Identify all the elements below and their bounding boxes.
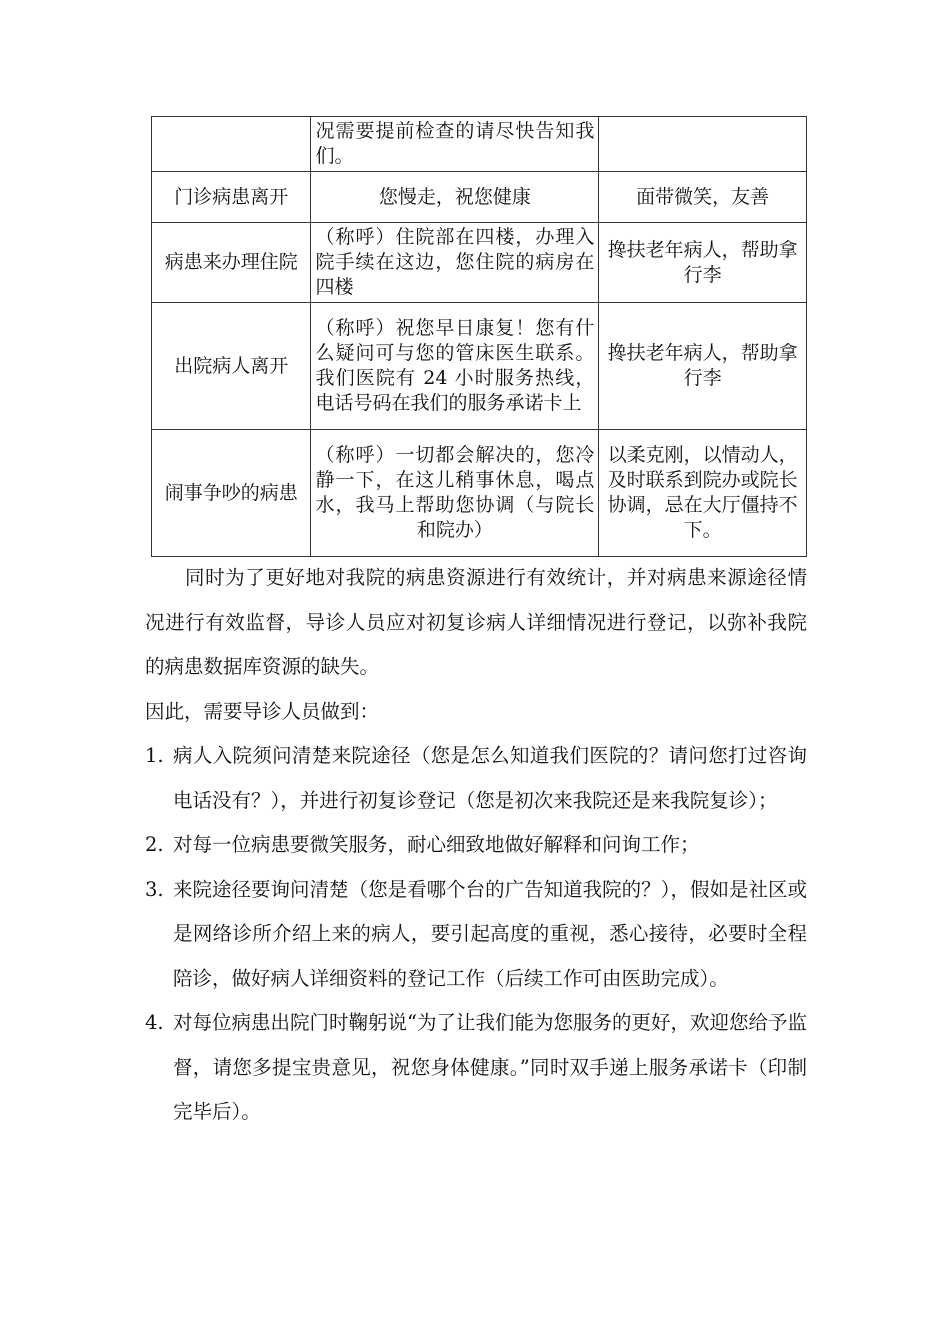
list-item-text: 来院途径要询问清楚（您是看哪个台的广告知道我院的？），假如是社区或是网络诊所介绍上来的病人，要引起高度的重视，悉心接待，必要时全程陪诊，做好病人详细资料的登记工作（后续工作可由医助完成）。 <box>173 877 807 990</box>
table-row <box>152 172 807 223</box>
speech-cell: 您慢走，祝您健康 <box>311 172 599 223</box>
list-number: 3. <box>145 877 164 901</box>
scene-cell <box>152 117 311 172</box>
table-row <box>152 117 807 172</box>
body-text <box>145 556 807 1135</box>
list-item-text: 对每一位病患要微笑服务，耐心细致地做好解释和问询工作； <box>173 833 700 856</box>
table-row <box>152 223 807 303</box>
list-item-text: 病人入院须问清楚来院途径（您是怎么知道我们医院的？请问您打过咨询电话没有？），并进行初复诊登记（您是初次来我院还是来我院复诊）； <box>173 744 807 812</box>
list-item-text: 对每位病患出院门时鞠躬说“为了让我们能为您服务的更好，欢迎您给予监督，请您多提宝贵意见，祝您身体健康。”同时双手递上服务承诺卡（印制完毕后）。 <box>173 1011 807 1123</box>
speech-cell: （称呼）祝您早日康复！您有什么疑问可与您的管床医生联系。我们医院有 24 小时服务热线，电话号码在我们的服务承诺卡上 <box>311 303 599 430</box>
speech-cell: （称呼）一切都会解决的，您冷静一下，在这儿稍事休息，喝点水，我马上帮助您协调（与院长和院办） <box>311 430 599 557</box>
action-cell: 搀扶老年病人，帮助拿行李 <box>599 303 807 430</box>
action-cell: 搀扶老年病人，帮助拿行李 <box>599 223 807 303</box>
list-item <box>145 1001 807 1135</box>
scene-cell: 出院病人离开 <box>152 303 311 430</box>
service-etiquette-table <box>151 116 807 557</box>
lead-paragraph: 因此，需要导诊人员做到： <box>145 699 380 723</box>
list-item <box>145 868 807 1002</box>
table-row <box>152 430 807 557</box>
intro-paragraph: 同时为了更好地对我院的病患资源进行有效统计，并对病患来源途径情况进行有效监督，导诊人员应对初复诊病人详细情况进行登记，以弥补我院的病患数据库资源的缺失。 <box>145 566 807 678</box>
requirements-list <box>145 734 807 1135</box>
list-number: 1. <box>145 744 164 767</box>
action-cell <box>599 117 807 172</box>
list-item <box>145 734 807 823</box>
scene-cell: 闹事争吵的病患 <box>152 430 311 557</box>
action-cell: 以柔克刚，以情动人，及时联系到院办或院长协调，忌在大厅僵持不下。 <box>599 430 807 557</box>
speech-cell: （称呼）住院部在四楼，办理入院手续在这边，您住院的病房在四楼 <box>311 223 599 303</box>
list-item <box>145 823 807 868</box>
speech-cell: 况需要提前检查的请尽快告知我们。 <box>311 117 599 172</box>
action-cell: 面带微笑，友善 <box>599 172 807 223</box>
table-row <box>152 303 807 430</box>
scene-cell: 门诊病患离开 <box>152 172 311 223</box>
scene-cell: 病患来办理住院 <box>152 223 311 303</box>
list-number: 4. <box>145 1011 164 1034</box>
list-number: 2. <box>145 833 164 856</box>
